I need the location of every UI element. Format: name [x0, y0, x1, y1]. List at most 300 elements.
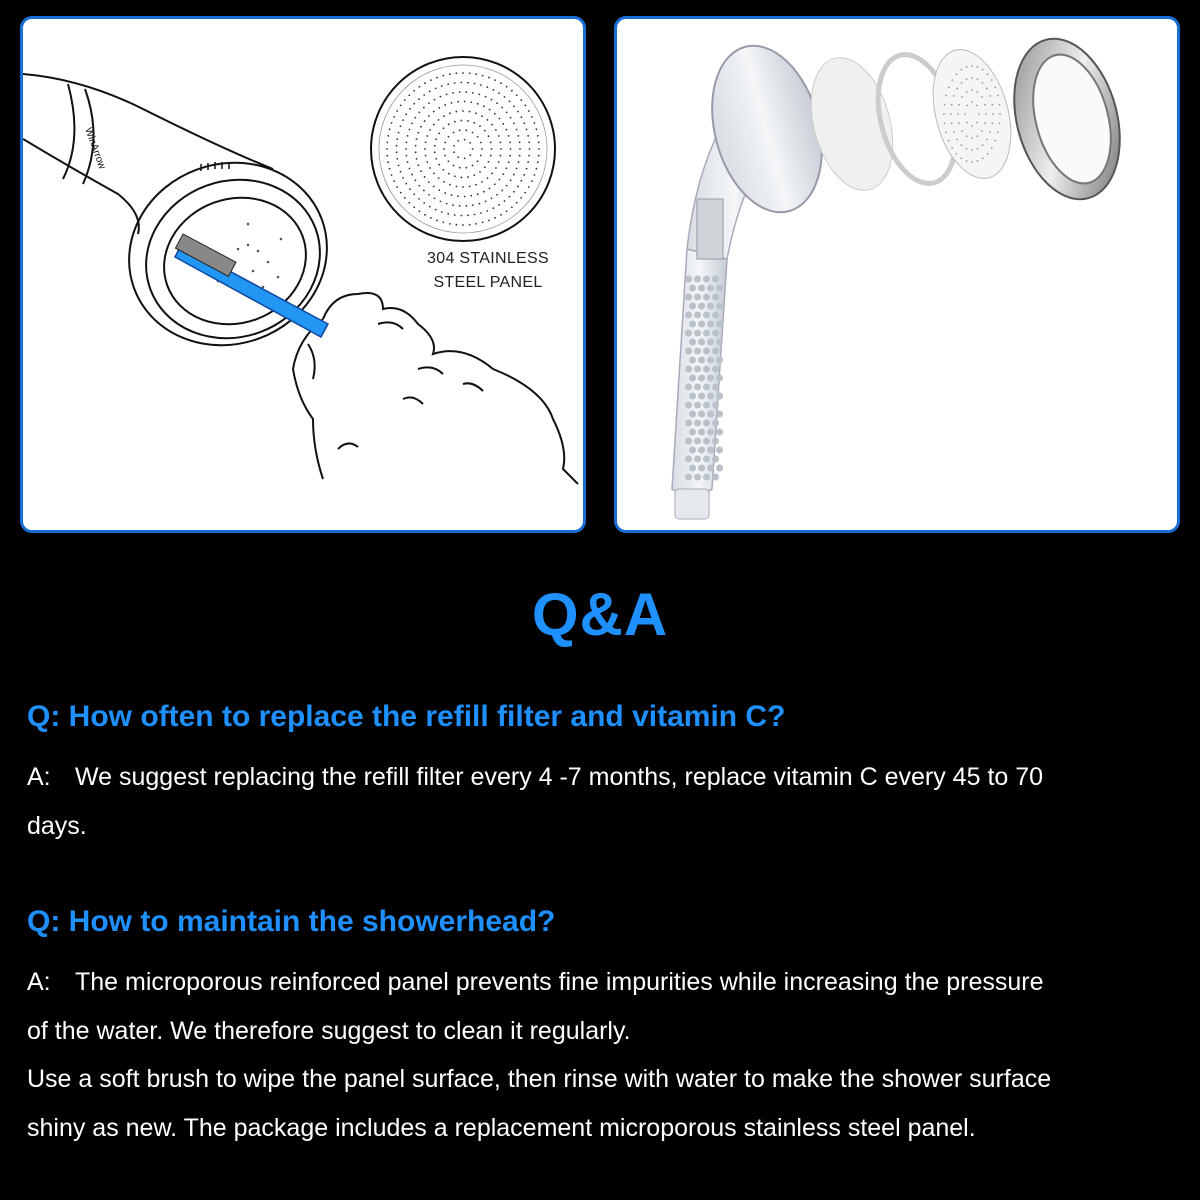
- nozzle-dot: [443, 115, 445, 117]
- filter-bead: [703, 402, 710, 409]
- nozzle-dot: [398, 132, 400, 134]
- nozzle-dot: [505, 129, 507, 131]
- plate-dot: [964, 113, 966, 115]
- filter-bead: [685, 474, 692, 481]
- nozzle-dot: [442, 75, 444, 77]
- nozzle-dot: [428, 194, 430, 196]
- nozzle-dot: [494, 217, 496, 219]
- filter-bead: [703, 474, 710, 481]
- filter-bead: [698, 447, 705, 454]
- nozzle-dot: [494, 183, 496, 185]
- filter-bead: [685, 438, 692, 445]
- nozzle-dot: [538, 148, 540, 150]
- nozzle-dot: [452, 92, 454, 94]
- filter-bead: [694, 402, 701, 409]
- filter-bead: [698, 285, 705, 292]
- nozzle-dot: [498, 204, 500, 206]
- plate-dot: [958, 104, 960, 106]
- plate-dot: [971, 137, 973, 139]
- plate-dot: [978, 113, 980, 115]
- nozzle-dot: [501, 107, 503, 109]
- filter-bead: [694, 366, 701, 373]
- filter-bead: [689, 285, 696, 292]
- filter-bead: [698, 429, 705, 436]
- filter-bead: [694, 276, 701, 283]
- nozzle-dot: [444, 155, 446, 157]
- filter-bead: [716, 465, 723, 472]
- answer-2-line-1: The microporous reinforced panel prevents fine impurities while increasing the pressure: [75, 968, 1044, 996]
- nozzle-dot: [516, 129, 518, 131]
- nozzle-dot: [538, 141, 540, 143]
- nozzle-dot: [407, 161, 409, 163]
- nozzle-dot: [472, 165, 474, 167]
- nozzle-dot: [513, 123, 515, 125]
- nozzle-dot: [396, 186, 398, 188]
- nozzle-dot: [438, 177, 440, 179]
- nozzle-dot: [429, 129, 431, 131]
- filter-bead: [698, 465, 705, 472]
- plate-dot: [956, 153, 958, 155]
- plate-dot: [977, 160, 979, 162]
- nozzle-dot: [528, 141, 530, 143]
- nozzle-dot: [484, 166, 486, 168]
- nozzle-dot: [537, 161, 539, 163]
- plate-dot: [971, 65, 973, 67]
- nozzle-dot: [519, 141, 521, 143]
- nozzle-dot: [387, 161, 389, 163]
- filter-bead: [685, 330, 692, 337]
- filter-bead: [703, 294, 710, 301]
- filter-bead: [689, 303, 696, 310]
- plate-dot: [944, 122, 946, 124]
- nozzle-dot: [396, 158, 398, 160]
- answer-2-line-4: shiny as new. The package includes a replacement microporous stainless steel panel.: [27, 1113, 976, 1142]
- nozzle-dot: [443, 169, 445, 171]
- nozzle-dot: [396, 110, 398, 112]
- nozzle-dot: [407, 135, 409, 137]
- nozzle-dot: [500, 148, 502, 150]
- nozzle-dot: [469, 72, 471, 74]
- filter-bead: [712, 330, 719, 337]
- nozzle-dot: [429, 91, 431, 93]
- nozzle-dot: [415, 145, 417, 147]
- answer-2-line-2: of the water. We therefore suggest to clean it regularly.: [27, 1016, 631, 1045]
- nozzle-dot: [400, 105, 402, 107]
- nozzle-dot: [528, 110, 530, 112]
- nozzle-dot: [534, 174, 536, 176]
- nozzle-dot: [386, 148, 388, 150]
- nozzle-dot: [429, 167, 431, 169]
- nozzle-dot: [494, 113, 496, 115]
- nozzle-dot: [404, 197, 406, 199]
- filter-bead: [716, 357, 723, 364]
- nozzle-dot: [435, 209, 437, 211]
- plate-dot: [971, 77, 973, 79]
- filter-bead: [712, 438, 719, 445]
- nozzle-dot: [475, 112, 477, 114]
- nozzle-dot: [420, 126, 422, 128]
- nozzle-dot: [405, 148, 407, 150]
- answer-prefix: A:: [27, 968, 51, 996]
- nozzle-dot: [428, 115, 430, 117]
- filter-bead: [703, 420, 710, 427]
- nozzle-dot: [459, 129, 461, 131]
- nozzle-dot: [536, 168, 538, 170]
- filter-bead: [716, 339, 723, 346]
- nozzle-dot: [486, 86, 488, 88]
- nozzle-dot: [467, 120, 469, 122]
- filter-bead: [707, 429, 714, 436]
- caption-line-1: 304 STAINLESS: [427, 250, 549, 267]
- nozzle-dot: [464, 157, 466, 159]
- nozzle-dot: [462, 72, 464, 74]
- nozzle-dot: [473, 174, 475, 176]
- nozzle-dot: [414, 117, 416, 119]
- plate-dot: [961, 144, 963, 146]
- nozzle-dot: [433, 124, 435, 126]
- nozzle-dot: [423, 107, 425, 109]
- plate-dot: [997, 131, 999, 133]
- nozzle-dot: [491, 124, 493, 126]
- nozzle-dot: [517, 186, 519, 188]
- nozzle-dot: [462, 186, 464, 188]
- nozzle-dot: [513, 174, 515, 176]
- nozzle-dot: [416, 158, 418, 160]
- nozzle-dot: [520, 99, 522, 101]
- nozzle-dot: [521, 116, 523, 118]
- filter-bead: [712, 366, 719, 373]
- filter-bead: [707, 465, 714, 472]
- nozzle-dot: [435, 158, 437, 160]
- nozzle-dot: [460, 215, 462, 217]
- nozzle-dot: [451, 194, 453, 196]
- nozzle-dot: [418, 185, 420, 187]
- nozzle-dot: [486, 210, 488, 212]
- filter-bead: [685, 312, 692, 319]
- plate-dot: [984, 122, 986, 124]
- filter-bead: [685, 276, 692, 283]
- filter-bead: [707, 303, 714, 310]
- plate-dot: [971, 149, 973, 151]
- plate-dot: [987, 73, 989, 75]
- filter-bead: [712, 474, 719, 481]
- nozzle-dot: [402, 119, 404, 121]
- nozzle-dot: [513, 105, 515, 107]
- nozzle-dot: [400, 192, 402, 194]
- plate-dot: [966, 91, 968, 93]
- nozzle-dot: [386, 141, 388, 143]
- nozzle-dot: [396, 138, 398, 140]
- nozzle-dot: [434, 151, 436, 153]
- plate-dot: [991, 79, 993, 81]
- nozzle-dot: [417, 164, 419, 166]
- filter-bead: [685, 420, 692, 427]
- nozzle-dot: [411, 174, 413, 176]
- nozzle-dot: [473, 122, 475, 124]
- nozzle-dot: [411, 123, 413, 125]
- nozzle-dot: [509, 100, 511, 102]
- nozzle-dot: [477, 136, 479, 138]
- nozzle-dot: [529, 148, 531, 150]
- nozzle-dot: [453, 151, 455, 153]
- nozzle-dot: [453, 132, 455, 134]
- nozzle-dot: [446, 93, 448, 95]
- filter-bead: [716, 411, 723, 418]
- nozzle-dot: [438, 132, 440, 134]
- nozzle-dot: [409, 129, 411, 131]
- nozzle-dot: [523, 174, 525, 176]
- nozzle-dot: [531, 116, 533, 118]
- nozzle-dot: [424, 82, 426, 84]
- filter-bead: [689, 447, 696, 454]
- plate-dot: [991, 122, 993, 124]
- nozzle-dot: [470, 195, 472, 197]
- nozzle-dot: [409, 108, 411, 110]
- nozzle-dot: [478, 93, 480, 95]
- nozzle-dot: [518, 161, 520, 163]
- nozzle-dot: [440, 200, 442, 202]
- nozzle-dot: [467, 82, 469, 84]
- nozzle-dot: [434, 99, 436, 101]
- filter-bead: [716, 447, 723, 454]
- plate-dot: [999, 104, 1001, 106]
- nozzle-dot: [474, 214, 476, 216]
- nozzle-dot: [472, 92, 474, 94]
- plate-dot: [999, 122, 1001, 124]
- cleaning-illustration-panel: [20, 16, 586, 533]
- filter-bead: [712, 276, 719, 283]
- filter-bead: [712, 348, 719, 355]
- nozzle-dot: [454, 175, 456, 177]
- nozzle-dot: [465, 205, 467, 207]
- nozzle-dot: [428, 181, 430, 183]
- nozzle-dot: [386, 155, 388, 157]
- filter-bead: [707, 339, 714, 346]
- nozzle-dot: [460, 120, 462, 122]
- filter-bead: [712, 294, 719, 301]
- filter-bead: [716, 321, 723, 328]
- filter-bead: [685, 384, 692, 391]
- nozzle-dot: [496, 102, 498, 104]
- nozzle-dot: [527, 135, 529, 137]
- filter-bead: [689, 321, 696, 328]
- nozzle-dot: [516, 202, 518, 204]
- nozzle-dot: [472, 132, 474, 134]
- nozzle-dot: [448, 136, 450, 138]
- nozzle-dot: [449, 223, 451, 225]
- plate-dot: [986, 88, 988, 90]
- filter-bead: [707, 321, 714, 328]
- nozzle-dot: [491, 148, 493, 150]
- nozzle-dot: [494, 79, 496, 81]
- filter-bead: [703, 312, 710, 319]
- nozzle-dot: [433, 111, 435, 113]
- nozzle-dot: [387, 135, 389, 137]
- plate-dot: [992, 113, 994, 115]
- plate-dot: [948, 140, 950, 142]
- nozzle-dot: [517, 111, 519, 113]
- filter-bead: [707, 411, 714, 418]
- plate-dot: [976, 91, 978, 93]
- nozzle-dot: [462, 110, 464, 112]
- nozzle-dot: [426, 135, 428, 137]
- nozzle-dot: [487, 119, 489, 121]
- plate-dot: [961, 82, 963, 84]
- nozzle-dot: [510, 179, 512, 181]
- nozzle-dot: [444, 192, 446, 194]
- plate-dot: [976, 135, 978, 137]
- answer-1: [27, 753, 1177, 850]
- plate-dot: [971, 125, 973, 127]
- nozzle-dot: [434, 197, 436, 199]
- nozzle-dot: [464, 196, 466, 198]
- filter-bead: [716, 285, 723, 292]
- plate-dot: [943, 113, 945, 115]
- plate-dot: [991, 104, 993, 106]
- nozzle-dot: [428, 102, 430, 104]
- nozzle-dot: [402, 177, 404, 179]
- nozzle-dot: [405, 155, 407, 157]
- nozzle-dot: [460, 82, 462, 84]
- nozzle-dot: [502, 123, 504, 125]
- nozzle-dot: [393, 116, 395, 118]
- nozzle-dot: [435, 138, 437, 140]
- nozzle-dot: [420, 170, 422, 172]
- filter-bead: [685, 456, 692, 463]
- qa-title: Q&A: [531, 581, 669, 648]
- plate-dot: [994, 140, 996, 142]
- plate-dot: [994, 86, 996, 88]
- nozzle-dot: [425, 142, 427, 144]
- filter-bead: [685, 294, 692, 301]
- nozzle-dot: [501, 190, 503, 192]
- nozzle-dot: [520, 197, 522, 199]
- plate-dot: [953, 95, 955, 97]
- nozzle-dot: [442, 222, 444, 224]
- nozzle-dot: [480, 155, 482, 157]
- nozzle-dot: [454, 121, 456, 123]
- nozzle-dot: [488, 77, 490, 79]
- nozzle-dot: [449, 73, 451, 75]
- nozzle-dot: [456, 111, 458, 113]
- nozzle-dot: [454, 214, 456, 216]
- nozzle-dot: [511, 90, 513, 92]
- answer-1-line-2: days.: [27, 811, 87, 840]
- nozzle-dot: [524, 192, 526, 194]
- question-1: Q: How often to replace the refill filter and vitamin C?: [27, 700, 786, 733]
- nozzle-dot: [400, 125, 402, 127]
- nozzle-dot: [475, 184, 477, 186]
- nozzle-dot: [500, 214, 502, 216]
- plate-dot: [961, 130, 963, 132]
- nozzle-dot: [519, 148, 521, 150]
- nozzle-dot: [538, 155, 540, 157]
- nozzle-dot: [447, 83, 449, 85]
- nozzle-dot: [457, 140, 459, 142]
- nozzle-dot: [480, 212, 482, 214]
- nozzle-dot: [393, 180, 395, 182]
- nozzle-dot: [424, 176, 426, 178]
- nozzle-dot: [398, 165, 400, 167]
- nozzle-dot: [405, 113, 407, 115]
- nozzle-dot: [516, 94, 518, 96]
- filter-bead: [703, 456, 710, 463]
- caption-line-2: STEEL PANEL: [433, 274, 543, 291]
- plate-dot: [976, 105, 978, 107]
- nozzle-dot: [510, 148, 512, 150]
- filter-bead: [694, 348, 701, 355]
- nozzle-dot: [500, 155, 502, 157]
- nozzle-dot: [426, 161, 428, 163]
- plate-dot: [977, 78, 979, 80]
- nozzle-dot: [419, 86, 421, 88]
- nozzle-dot: [409, 188, 411, 190]
- nozzle-dot: [523, 122, 525, 124]
- nozzle-dot: [441, 211, 443, 213]
- plate-dot: [966, 66, 968, 68]
- filter-bead: [698, 303, 705, 310]
- filter-bead: [689, 393, 696, 400]
- plate-dot: [951, 104, 953, 106]
- nozzle-dot: [485, 200, 487, 202]
- nozzle-dot: [465, 129, 467, 131]
- plate-dot: [953, 131, 955, 133]
- plate-dot: [977, 148, 979, 150]
- nozzle-dot: [537, 135, 539, 137]
- filter-bead: [716, 303, 723, 310]
- nozzle-dot: [438, 164, 440, 166]
- nozzle-dot: [509, 141, 511, 143]
- filter-bead: [694, 438, 701, 445]
- nozzle-dot: [405, 141, 407, 143]
- plate-dot: [966, 148, 968, 150]
- nozzle-dot: [455, 224, 457, 226]
- nozzle-dot: [509, 196, 511, 198]
- plate-dot: [982, 157, 984, 159]
- answer-2: [27, 958, 1177, 1152]
- nozzle-dot: [495, 167, 497, 169]
- nozzle-dot: [453, 165, 455, 167]
- nozzle-dot: [457, 156, 459, 158]
- plate-dot: [976, 122, 978, 124]
- filter-bead: [694, 330, 701, 337]
- nozzle-dot: [416, 138, 418, 140]
- nozzle-dot: [413, 193, 415, 195]
- nozzle-dot: [425, 155, 427, 157]
- filter-bead: [716, 429, 723, 436]
- nozzle-dot: [418, 111, 420, 113]
- nozzle-dot: [443, 148, 445, 150]
- nozzle-dot: [413, 103, 415, 105]
- nozzle-dot: [469, 142, 471, 144]
- filter-bead: [703, 438, 710, 445]
- nozzle-dot: [438, 107, 440, 109]
- filter-bead: [707, 285, 714, 292]
- nozzle-dot: [528, 155, 530, 157]
- nozzle-dot: [495, 129, 497, 131]
- plate-dot: [966, 105, 968, 107]
- nozzle-dot: [480, 84, 482, 86]
- plate-dot: [999, 113, 1001, 115]
- plate-dot: [989, 95, 991, 97]
- nozzle-dot: [521, 180, 523, 182]
- nozzle-dot: [524, 105, 526, 107]
- nozzle-dot: [491, 197, 493, 199]
- filter-bead: [698, 321, 705, 328]
- nozzle-dot: [508, 135, 510, 137]
- nozzle-dot: [419, 210, 421, 212]
- plate-dot: [951, 79, 953, 81]
